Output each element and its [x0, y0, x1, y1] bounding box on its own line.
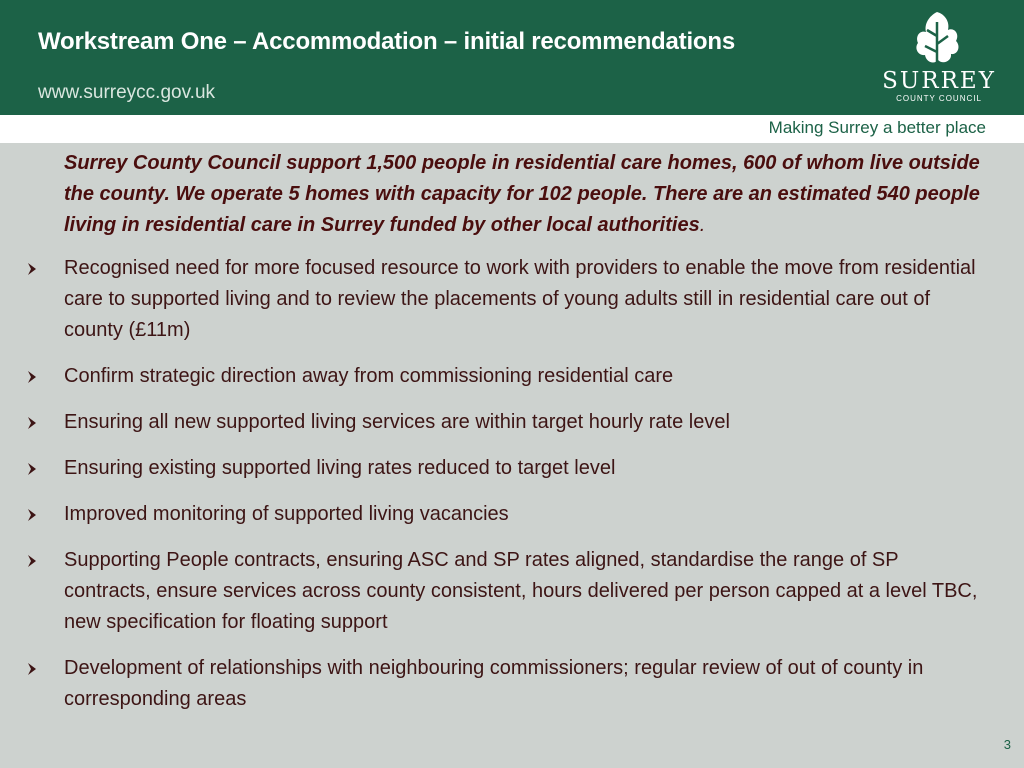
bullet-text: Supporting People contracts, ensuring ASC and SP rates aligned, standardise the range of SP contracts, ensure services across county consistent, hours delivered per person capped at a level TBC, new specification for floating support	[64, 549, 978, 633]
bullet-text: Recognised need for more focused resource to work with providers to enable the move from residential care to supported living and to review the placements of young adults still in residential care out of county (£11m)	[64, 257, 976, 341]
page-number: 3	[1003, 737, 1011, 752]
list-item	[0, 499, 979, 530]
logo-subtitle: COUNTY COUNCIL	[896, 94, 982, 103]
intro-end: .	[699, 214, 706, 236]
list-item	[0, 545, 979, 638]
arrowhead-bullet-icon	[25, 545, 39, 576]
website-url: www.surreycc.gov.uk	[38, 82, 216, 103]
list-item	[0, 253, 979, 346]
list-item	[0, 453, 979, 484]
surrey-logo	[880, 10, 1000, 105]
bullet-text: Development of relationships with neighbouring commissioners; regular review of out of county in corresponding areas	[64, 657, 924, 710]
arrowhead-bullet-icon	[25, 361, 39, 392]
list-item	[0, 653, 979, 715]
arrowhead-bullet-icon	[25, 407, 39, 438]
bullet-text: Confirm strategic direction away from commissioning residential care	[64, 365, 674, 387]
bullet-text: Ensuring all new supported living services are within target hourly rate level	[64, 411, 730, 433]
tagline-bar	[0, 115, 1024, 143]
oak-leaf-icon	[912, 10, 962, 68]
list-item	[0, 361, 979, 392]
arrowhead-bullet-icon	[25, 253, 39, 284]
arrowhead-bullet-icon	[25, 499, 39, 530]
logo-wordmark: SURREY	[882, 68, 996, 94]
list-item	[0, 407, 979, 438]
slide-body	[0, 143, 1024, 768]
tagline: Making Surrey a better place	[768, 118, 986, 137]
arrowhead-bullet-icon	[25, 653, 39, 684]
slide-title: Workstream One – Accommodation – initial recommendations	[38, 28, 735, 55]
bullet-text: Ensuring existing supported living rates reduced to target level	[64, 457, 616, 479]
header-banner	[0, 0, 1024, 115]
arrowhead-bullet-icon	[25, 453, 39, 484]
intro-paragraph	[64, 148, 984, 241]
recommendations-list	[0, 253, 1024, 730]
bullet-text: Improved monitoring of supported living vacancies	[64, 503, 509, 525]
intro-text: Surrey County Council support 1,500 people in residential care homes, 600 of whom live outside the county. We operate 5 homes with capacity for 102 people. There are an estimated 540 people living in residential care in Surrey funded by other local authorities	[64, 152, 980, 236]
